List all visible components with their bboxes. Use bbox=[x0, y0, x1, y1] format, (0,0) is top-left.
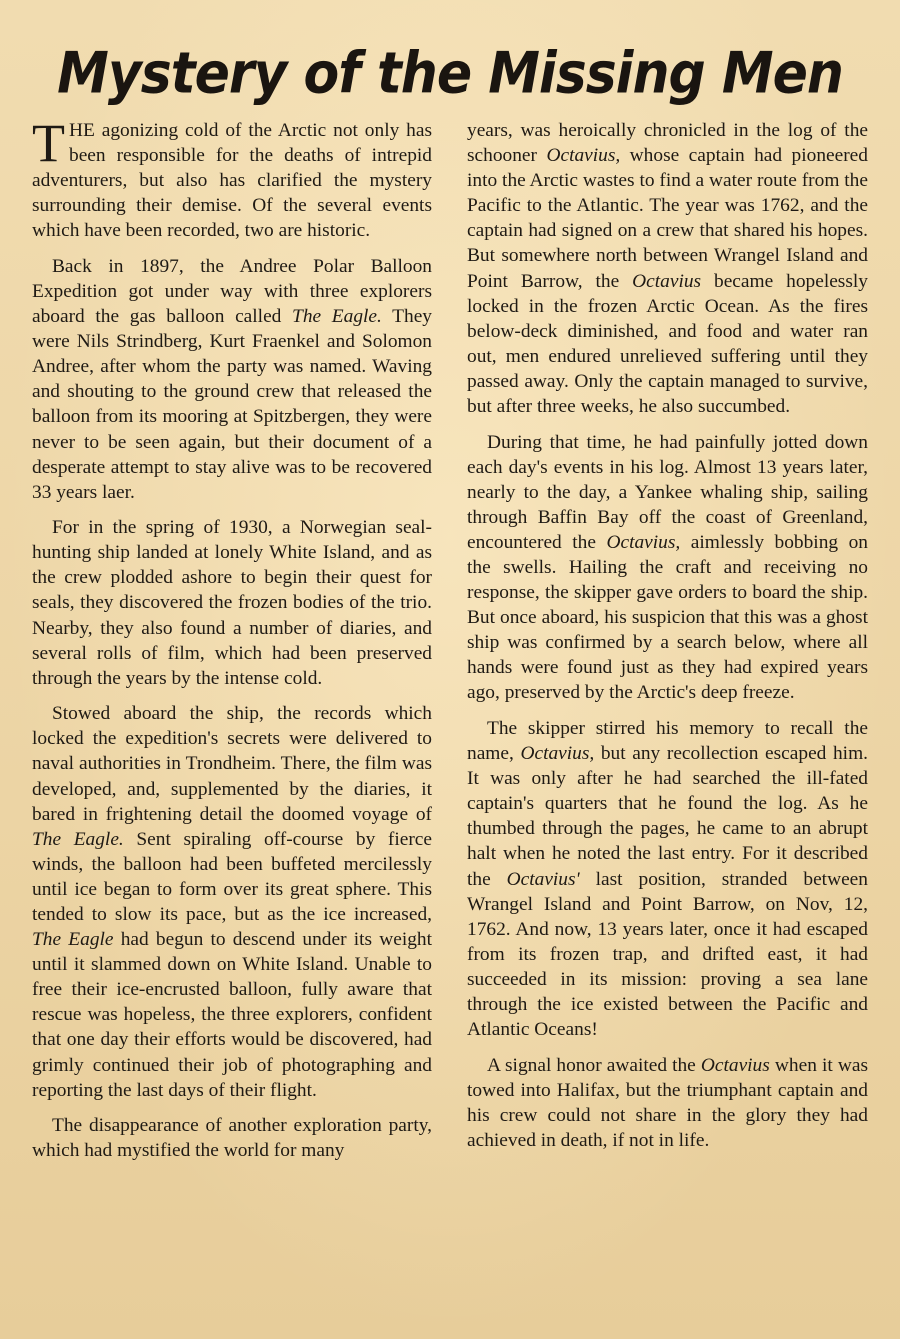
paragraph: The disappearance of another exploration party, which had mystified the world for many bbox=[32, 1115, 432, 1162]
paragraph: For in the spring of 1930, a Norwegian seal-hunting ship landed at lonely White Island, and as the crew plodded ashore to begin their quest for seals, they discovered the frozen bodies of the trio. Nearby, they also found a number of diaries, and several rolls of film, which had been preserved through the years by the intense cold. bbox=[32, 517, 432, 689]
paragraph-text: had begun to descend under its weight until it slammed down on White Island. Unable to free their ice-encrusted balloon, fully aware that rescue was hopeless, the three explorers, confident that one day their efforts would be discovered, had grimly continued their job of photographing and reporting the last days of their flight. bbox=[32, 929, 432, 1101]
paragraph-text: became hopelessly locked in the frozen Arctic Ocean. As the fires below-deck diminished, and food and water ran out, men endured unrelieved suffering until they passed away. Only the captain managed to survive, but after three weeks, he also succumbed. bbox=[467, 270, 868, 418]
paragraph-text: but any recollection escaped him. It was only after he had searched the ill-fated captain's quarters that he found the log. As he thumbed through the pages, he came to an abrupt halt when he noted the last entry. For it described the bbox=[467, 743, 868, 890]
left-column bbox=[32, 113, 433, 1174]
italic-title: Octavius, bbox=[606, 531, 681, 553]
paragraph-text: During that time, he had painfully jotted down each day's events in his log. Almost 13 years later, nearly to the day, a Yankee whaling ship, sailing through Baffin Bay off the coast of Greenland, encountered the bbox=[467, 431, 868, 553]
paragraph bbox=[467, 118, 868, 419]
paragraph-text: last position, stranded between Wrangel Island and Point Barrow, on Nov, 12, 1762. And now, 13 years later, once it had escaped from its frozen trap, and drifted east, it had succeeded in its mission: proving a sea lane through the ice existed between the Pacific and Atlantic Oceans! bbox=[467, 868, 868, 1041]
paragraph-text: when it was towed into Halifax, but the triumphant captain and his crew could not share in the glory they had achieved in death, if not in life. bbox=[467, 1054, 868, 1151]
italic-title: Octavius bbox=[632, 270, 702, 292]
paragraph bbox=[32, 113, 432, 243]
italic-title: Octavius' bbox=[506, 868, 580, 890]
paragraph-text: whose captain had pioneered into the Arctic wastes to find a water route from the Pacific to the Atlantic. The year was 1762, and the captain had signed on a crew that shared his hopes. But somewhere north between Wrangel Island and Point Barrow, the bbox=[467, 145, 868, 292]
italic-title: The Eagle bbox=[32, 929, 114, 951]
italic-title: Octavius, bbox=[546, 145, 621, 167]
paragraph bbox=[32, 701, 432, 1103]
paragraph-text: aimlessly bobbing on the swells. Hailing the craft and receiving no response, the skipper gave orders to board the ship. But once aboard, his suspicion that this was a ghost ship was confirmed by a search below, where all hands were found just as they had expired years ago, preserved by the Arctic's deep freeze. bbox=[467, 531, 868, 704]
italic-title: The Eagle. bbox=[292, 306, 382, 328]
italic-title: The Eagle. bbox=[32, 828, 124, 850]
drop-cap: T bbox=[32, 113, 65, 173]
paragraph-text: The skipper stirred his memory to recall the name, bbox=[467, 717, 868, 765]
paragraph-text: Stowed aboard the ship, the records which locked the expedition's secrets were delivered to naval authorities in Trondheim. There, the film was developed, and, supplemented by the diaries, it bared in frightening detail the doomed voyage of bbox=[32, 703, 432, 825]
paragraph-text: They were Nils Strindberg, Kurt Fraenkel and Solomon Andree, after whom the party was named. Waving and shouting to the ground crew that released the balloon from its mooring at Spitzbergen, they were never to be seen again, but their document of a desperate attempt to stay alive was to be recovered 33 years laer. bbox=[32, 306, 433, 503]
paragraph bbox=[467, 430, 868, 706]
paragraph bbox=[32, 254, 432, 505]
paragraph-text: Sent spiraling off-course by fierce winds, the balloon had been buffeted mercilessly until ice began to form over its great sphere. This tended to slow its pace, but as the ice increased, bbox=[32, 828, 433, 925]
paragraph-text: HE agonizing cold of the Arctic not only has been responsible for the deaths of intrepid adventurers, but also has clarified the mystery surrounding their demise. Of the several events which have been recorded, two are historic. bbox=[32, 120, 432, 242]
page-title: Mystery of the Missing Men bbox=[57, 41, 843, 107]
paragraph bbox=[467, 716, 868, 1042]
paragraph bbox=[467, 1053, 868, 1153]
right-column bbox=[467, 118, 868, 1163]
italic-title: Octavius, bbox=[520, 743, 595, 765]
paragraph-text: Back in 1897, the Andree Polar Balloon Expedition got under way with three explorers aboard the gas balloon called bbox=[32, 255, 432, 328]
paragraph-text: A signal honor awaited the bbox=[487, 1054, 701, 1076]
paragraph-text: years, was heroically chronicled in the log of the schooner bbox=[467, 120, 868, 167]
italic-title: Octavius bbox=[700, 1054, 770, 1076]
